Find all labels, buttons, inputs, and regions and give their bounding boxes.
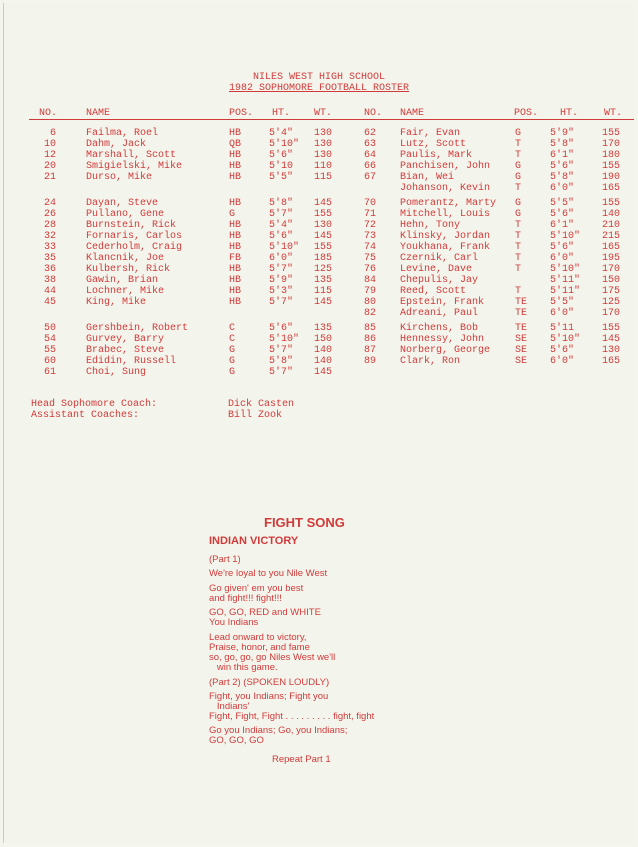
left-roster-no: 21: [43, 172, 56, 183]
right-roster-wt: 215: [602, 231, 621, 242]
right-roster-name: Bian, Wei: [400, 172, 455, 183]
left-roster-name: Marshall, Scott: [86, 150, 177, 161]
right-roster-ht: 5'8": [550, 139, 575, 150]
assistant-coach-label: Assistant Coaches:: [31, 410, 140, 421]
right-roster-wt: 165: [602, 183, 621, 194]
right-roster-name: Czernik, Carl: [400, 253, 479, 264]
left-roster-ht: 5'7": [269, 297, 294, 308]
right-roster-ht: 6'1": [550, 220, 575, 231]
right-roster-no: 89: [363, 356, 376, 367]
lyric-line: win this game.: [209, 662, 278, 673]
left-roster-pos: HB: [229, 150, 242, 161]
repeat-instruction: Repeat Part 1: [272, 754, 331, 765]
left-roster-ht: 5'6": [269, 323, 294, 334]
right-roster-no: 87: [363, 345, 376, 356]
roster-title: 1982 SOPHOMORE FOOTBALL ROSTER: [228, 83, 410, 94]
left-roster-no: 35: [43, 253, 56, 264]
lyric-line: (Part 1): [209, 554, 241, 565]
right-roster-pos: T: [515, 139, 522, 150]
right-roster-pos: TE: [515, 297, 528, 308]
left-roster-no: 38: [43, 275, 56, 286]
left-roster-name: Pullano, Gene: [86, 209, 165, 220]
left-roster-ht: 5'6": [269, 231, 294, 242]
fight-song-subtitle: INDIAN VICTORY: [209, 535, 299, 547]
right-roster-wt: 125: [602, 297, 621, 308]
left-roster-wt: 110: [314, 161, 333, 172]
right-roster-pos: T: [515, 253, 522, 264]
left-roster-pos: QB: [229, 139, 242, 150]
assistant-coach-name: Bill Zook: [228, 410, 283, 421]
right-roster-no: 67: [363, 172, 376, 183]
right-roster-no: 82: [363, 308, 376, 319]
left-roster-ht: 5'7": [269, 367, 294, 378]
right-roster-pos: TE: [515, 323, 528, 334]
right-roster-name: Reed, Scott: [400, 286, 467, 297]
lyric-line: Fight, you Indians; Fight you: [209, 691, 329, 702]
right-roster-wt: 155: [602, 323, 621, 334]
right-roster-pos: T: [515, 220, 522, 231]
right-roster-ht: 5'6": [550, 161, 575, 172]
left-roster-pos: HB: [229, 297, 242, 308]
left-roster-ht: 5'3": [269, 286, 294, 297]
left-roster-name: Smigielski, Mike: [86, 161, 183, 172]
left-roster-wt: 130: [314, 128, 333, 139]
right-roster-no: 66: [363, 161, 376, 172]
right-roster-no: 84: [363, 275, 376, 286]
right-roster-no: 71: [363, 209, 376, 220]
right-roster-wt: 170: [602, 139, 621, 150]
lyric-line: Praise, honor, and fame: [209, 642, 310, 653]
header-no-left: NO.: [39, 108, 58, 119]
left-roster-name: Durso, Mike: [86, 172, 153, 183]
header-pos-left: POS.: [229, 108, 254, 119]
right-roster-name: Hehn, Tony: [400, 220, 461, 231]
left-roster-ht: 5'7": [269, 345, 294, 356]
right-roster-name: Pomerantz, Marty: [400, 198, 497, 209]
right-roster-no: 64: [363, 150, 376, 161]
left-roster-no: 45: [43, 297, 56, 308]
right-roster-no: 80: [363, 297, 376, 308]
right-roster-pos: SE: [515, 356, 528, 367]
left-roster-name: Klancnik, Joe: [86, 253, 165, 264]
lyric-line: Go you Indians; Go, you Indians;: [209, 725, 348, 736]
left-roster-name: Dahm, Jack: [86, 139, 147, 150]
right-roster-name: Epstein, Frank: [400, 297, 485, 308]
left-roster-wt: 145: [314, 297, 333, 308]
lyric-line: Indians': [209, 701, 250, 712]
right-roster-ht: 6'0": [550, 356, 575, 367]
left-roster-no: 24: [43, 198, 56, 209]
left-roster-pos: G: [229, 367, 236, 378]
right-roster-no: 62: [363, 128, 376, 139]
right-roster-ht: 5'10": [550, 231, 581, 242]
lyric-line: (Part 2) (SPOKEN LOUDLY): [209, 677, 330, 688]
left-roster-name: Lochner, Mike: [86, 286, 165, 297]
right-roster-ht: 5'8": [550, 172, 575, 183]
left-roster-ht: 5'5": [269, 172, 294, 183]
fight-song-heading: FIGHT SONG: [264, 515, 345, 530]
left-roster-name: Kulbersh, Rick: [86, 264, 171, 275]
left-roster-pos: HB: [229, 231, 242, 242]
left-roster-pos: HB: [229, 161, 242, 172]
left-roster-pos: G: [229, 345, 236, 356]
left-roster-pos: HB: [229, 220, 242, 231]
left-roster-name: Failma, Roel: [86, 128, 159, 139]
left-roster-pos: HB: [229, 286, 242, 297]
right-roster-ht: 5'5": [550, 297, 575, 308]
left-roster-no: 55: [43, 345, 56, 356]
left-roster-ht: 5'10: [269, 161, 294, 172]
roster-page: [3, 3, 634, 843]
lyric-line: Go given' em you best: [209, 583, 304, 594]
lyric-line: GO, GO, GO: [209, 735, 264, 746]
right-roster-pos: T: [515, 242, 522, 253]
left-roster-wt: 130: [314, 150, 333, 161]
right-roster-no: 76: [363, 264, 376, 275]
right-roster-name: Paulis, Mark: [400, 150, 473, 161]
right-roster-pos: G: [515, 198, 522, 209]
lyric-line: so, go, go, go Niles West we'll: [209, 652, 336, 663]
left-roster-pos: HB: [229, 128, 242, 139]
right-roster-no: 86: [363, 334, 376, 345]
right-roster-no: 85: [363, 323, 376, 334]
right-roster-name: Hennessy, John: [400, 334, 485, 345]
right-roster-name: Clark, Ron: [400, 356, 461, 367]
left-roster-pos: HB: [229, 275, 242, 286]
right-roster-ht: 5'11": [550, 286, 581, 297]
left-roster-name: Fornaris, Carlos: [86, 231, 183, 242]
left-roster-no: 44: [43, 286, 56, 297]
header-name-right: NAME: [400, 108, 425, 119]
right-roster-no: 70: [363, 198, 376, 209]
right-roster-wt: 170: [602, 264, 621, 275]
left-roster-no: 50: [43, 323, 56, 334]
right-roster-pos: G: [515, 172, 522, 183]
left-roster-wt: 185: [314, 253, 333, 264]
right-roster-name: Youkhana, Frank: [400, 242, 491, 253]
right-roster-ht: 5'10": [550, 264, 581, 275]
lyric-line: Lead onward to victory,: [209, 632, 307, 643]
left-roster-wt: 155: [314, 242, 333, 253]
left-roster-ht: 5'6": [269, 150, 294, 161]
lyric-line: Fight, Fight, Fight . . . . . . . . . fight, fight: [209, 711, 375, 722]
right-roster-ht: 5'5": [550, 198, 575, 209]
right-roster-name: Kirchens, Bob: [400, 323, 479, 334]
right-roster-pos: T: [515, 231, 522, 242]
right-roster-wt: 140: [602, 209, 621, 220]
left-roster-pos: C: [229, 323, 236, 334]
right-roster-pos: G: [515, 209, 522, 220]
right-roster-ht: 6'1": [550, 150, 575, 161]
left-roster-pos: HB: [229, 264, 242, 275]
right-roster-name: Panchisen, John: [400, 161, 491, 172]
right-roster-ht: 6'0": [550, 253, 575, 264]
left-roster-ht: 5'7": [269, 209, 294, 220]
right-roster-name: Fair, Evan: [400, 128, 461, 139]
left-roster-wt: 145: [314, 231, 333, 242]
header-wt-right: WT.: [604, 108, 623, 119]
left-roster-name: Gershbein, Robert: [86, 323, 189, 334]
right-roster-name: Lutz, Scott: [400, 139, 467, 150]
left-roster-ht: 6'0": [269, 253, 294, 264]
school-title: NILES WEST HIGH SCHOOL: [252, 72, 386, 83]
left-roster-pos: C: [229, 334, 236, 345]
left-roster-no: 6: [49, 128, 56, 139]
left-roster-name: King, Mike: [86, 297, 147, 308]
right-roster-ht: 5'11: [550, 323, 575, 334]
left-roster-name: Choi, Sung: [86, 367, 147, 378]
left-roster-no: 54: [43, 334, 56, 345]
right-roster-name: Chepulis, Jay: [400, 275, 479, 286]
right-roster-ht: 5'6": [550, 242, 575, 253]
right-roster-wt: 175: [602, 286, 621, 297]
right-roster-pos: G: [515, 161, 522, 172]
left-roster-ht: 5'4": [269, 128, 294, 139]
left-roster-pos: HB: [229, 242, 242, 253]
left-roster-wt: 140: [314, 345, 333, 356]
left-roster-pos: HB: [229, 198, 242, 209]
right-roster-wt: 145: [602, 334, 621, 345]
left-roster-no: 10: [43, 139, 56, 150]
left-roster-wt: 145: [314, 367, 333, 378]
left-roster-ht: 5'4": [269, 220, 294, 231]
right-roster-wt: 155: [602, 198, 621, 209]
right-roster-name: Norberg, George: [400, 345, 491, 356]
header-pos-right: POS.: [514, 108, 539, 119]
right-roster-wt: 155: [602, 161, 621, 172]
left-roster-wt: 115: [314, 172, 333, 183]
left-roster-pos: G: [229, 209, 236, 220]
right-roster-wt: 150: [602, 275, 621, 286]
left-roster-name: Brabec, Steve: [86, 345, 165, 356]
left-roster-name: Gurvey, Barry: [86, 334, 165, 345]
left-roster-ht: 5'7": [269, 264, 294, 275]
left-roster-wt: 125: [314, 264, 333, 275]
left-roster-no: 32: [43, 231, 56, 242]
right-roster-wt: 165: [602, 356, 621, 367]
left-roster-name: Cederholm, Craig: [86, 242, 183, 253]
right-roster-ht: 5'6": [550, 345, 575, 356]
left-roster-wt: 135: [314, 323, 333, 334]
right-roster-pos: T: [515, 264, 522, 275]
right-roster-pos: TE: [515, 308, 528, 319]
right-roster-no: 63: [363, 139, 376, 150]
right-roster-name: Mitchell, Louis: [400, 209, 491, 220]
right-roster-ht: 5'9": [550, 128, 575, 139]
right-roster-no: 75: [363, 253, 376, 264]
right-roster-wt: 155: [602, 128, 621, 139]
left-roster-no: 26: [43, 209, 56, 220]
head-coach-label: Head Sophomore Coach:: [31, 399, 158, 410]
right-roster-ht: 5'11": [550, 275, 581, 286]
header-ht-right: HT.: [560, 108, 579, 119]
right-roster-name: Johanson, Kevin: [400, 183, 491, 194]
right-roster-pos: G: [515, 128, 522, 139]
left-roster-no: 33: [43, 242, 56, 253]
left-roster-wt: 145: [314, 198, 333, 209]
right-roster-wt: 195: [602, 253, 621, 264]
left-roster-name: Gawin, Brian: [86, 275, 159, 286]
left-roster-ht: 5'10": [269, 242, 300, 253]
right-roster-wt: 165: [602, 242, 621, 253]
right-roster-pos: SE: [515, 334, 528, 345]
left-roster-name: Edidin, Russell: [86, 356, 177, 367]
header-ht-left: HT.: [272, 108, 291, 119]
left-roster-pos: HB: [229, 172, 242, 183]
left-roster-ht: 5'10": [269, 334, 300, 345]
header-no-right: NO.: [364, 108, 383, 119]
left-roster-wt: 130: [314, 220, 333, 231]
left-roster-wt: 150: [314, 334, 333, 345]
right-roster-wt: 180: [602, 150, 621, 161]
left-roster-name: Dayan, Steve: [86, 198, 159, 209]
right-roster-wt: 210: [602, 220, 621, 231]
left-roster-no: 36: [43, 264, 56, 275]
header-wt-left: WT.: [314, 108, 333, 119]
lyric-line: GO, GO, RED and WHITE: [209, 607, 321, 618]
right-roster-wt: 130: [602, 345, 621, 356]
lyric-line: We're loyal to you Nile West: [209, 568, 328, 579]
right-roster-no: 74: [363, 242, 376, 253]
right-roster-pos: T: [515, 150, 522, 161]
right-roster-pos: T: [515, 286, 522, 297]
right-roster-ht: 6'0": [550, 308, 575, 319]
left-roster-ht: 5'9": [269, 275, 294, 286]
right-roster-no: 73: [363, 231, 376, 242]
left-roster-name: Burnstein, Rick: [86, 220, 177, 231]
right-roster-name: Adreani, Paul: [400, 308, 479, 319]
right-roster-ht: 6'0": [550, 183, 575, 194]
right-roster-ht: 5'6": [550, 209, 575, 220]
left-roster-no: 20: [43, 161, 56, 172]
left-roster-pos: G: [229, 356, 236, 367]
header-rule: [29, 119, 634, 120]
left-roster-wt: 155: [314, 209, 333, 220]
right-roster-ht: 5'10": [550, 334, 581, 345]
lyric-line: You Indians: [209, 617, 259, 628]
left-roster-no: 60: [43, 356, 56, 367]
header-name-left: NAME: [86, 108, 111, 119]
right-roster-wt: 190: [602, 172, 621, 183]
right-roster-pos: SE: [515, 345, 528, 356]
left-roster-wt: 140: [314, 356, 333, 367]
head-coach-name: Dick Casten: [228, 399, 295, 410]
right-roster-name: Klinsky, Jordan: [400, 231, 491, 242]
left-roster-ht: 5'8": [269, 198, 294, 209]
left-roster-wt: 135: [314, 275, 333, 286]
left-roster-ht: 5'8": [269, 356, 294, 367]
left-roster-ht: 5'10": [269, 139, 300, 150]
lyric-line: and fight!!! fight!!!: [209, 593, 282, 604]
left-roster-wt: 115: [314, 286, 333, 297]
right-roster-name: Levine, Dave: [400, 264, 473, 275]
left-roster-no: 12: [43, 150, 56, 161]
left-roster-wt: 130: [314, 139, 333, 150]
right-roster-no: 72: [363, 220, 376, 231]
right-roster-wt: 170: [602, 308, 621, 319]
left-roster-no: 61: [43, 367, 56, 378]
right-roster-no: 79: [363, 286, 376, 297]
left-roster-pos: FB: [229, 253, 242, 264]
right-roster-pos: T: [515, 183, 522, 194]
left-roster-no: 28: [43, 220, 56, 231]
